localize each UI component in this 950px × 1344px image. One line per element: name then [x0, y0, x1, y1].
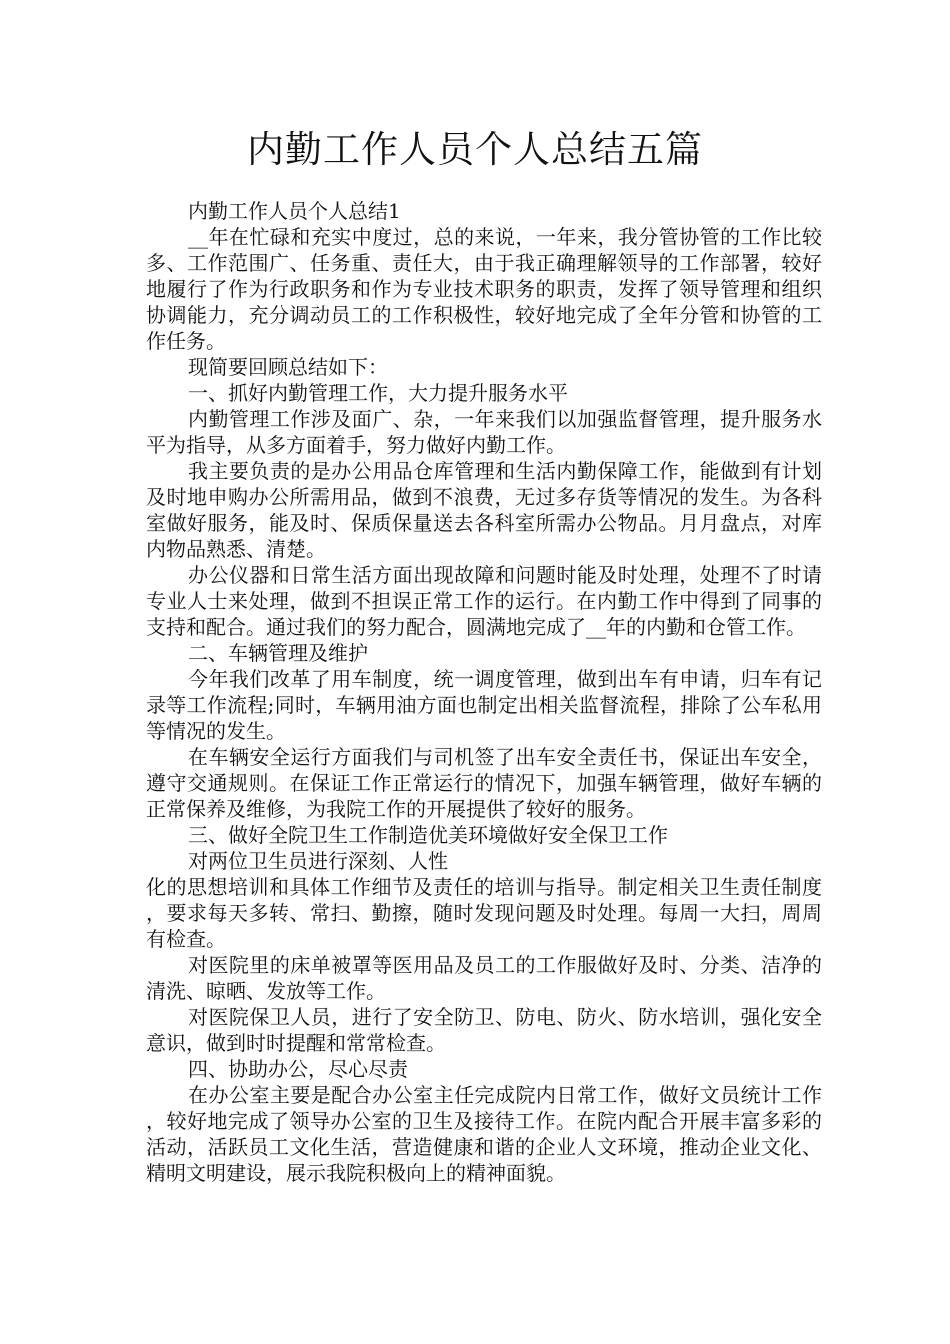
paragraph: 在办公室主要是配合办公室主任完成院内日常工作，做好文员统计工作，较好地完成了领导办公室的卫生及接待工作。在院内配合开展丰富多彩的活动，活跃员工文化生活，营造健康和谐的企业人文环境，推动企业文化、精明文明建设，展示我院积极向上的精神面貌。	[146, 1083, 822, 1185]
paragraph: 我主要负责的是办公用品仓库管理和生活内勤保障工作，能做到有计划及时地申购办公所需用品，做到不浪费，无过多存货等情况的发生。为各科室做好服务，能及时、保质保量送去各科室所需办公物品。月月盘点，对库内物品熟悉、清楚。	[146, 459, 822, 561]
paragraph: 对两位卫生员进行深刻、人性	[188, 849, 448, 873]
paragraph: 对医院保卫人员，进行了安全防卫、防电、防火、防水培训，强化安全意识，做到时时提醒和常常检查。	[146, 1005, 822, 1055]
paragraph: 在车辆安全运行方面我们与司机签了出车安全责任书，保证出车安全，遵守交通规则。在保证工作正常运行的情况下，加强车辆管理，做好车辆的正常保养及维修，为我院工作的开展提供了较好的服务。	[146, 745, 822, 821]
paragraph-continued: 化的思想培训和具体工作细节及责任的培训与指导。制定相关卫生责任制度，要求每天多转、常扫、勤擦，随时发现问题及时处理。每周一大扫，周周有检查。	[146, 875, 822, 951]
paragraph: 内勤管理工作涉及面广、杂，一年来我们以加强监督管理，提升服务水平为指导，从多方面着手，努力做好内勤工作。	[146, 407, 822, 457]
section-heading-1: 一、抓好内勤管理工作，大力提升服务水平	[188, 381, 568, 405]
paragraph: 办公仪器和日常生活方面出现故障和问题时能及时处理，处理不了时请专业人士来处理，做到不担误正常工作的运行。在内勤工作中得到了同事的支持和配合。通过我们的努力配合，圆满地完成了__年的内勤和仓管工作。	[146, 563, 822, 639]
paragraph: 对医院里的床单被罩等医用品及员工的工作服做好及时、分类、洁净的清洗、晾晒、发放等工作。	[146, 953, 822, 1003]
section-heading-2: 二、车辆管理及维护	[188, 641, 368, 665]
document-body	[146, 198, 822, 1186]
section-heading-4: 四、协助办公，尽心尽责	[188, 1057, 408, 1081]
section-heading-3: 三、做好全院卫生工作制造优美环境做好安全保卫工作	[188, 823, 668, 847]
document-title: 内勤工作人员个人总结五篇	[247, 128, 703, 171]
paragraph-intro: __年在忙碌和充实中度过，总的来说，一年来，我分管协管的工作比较多、工作范围广、任务重、责任大，由于我正确理解领导的工作部署，较好地履行了作为行政职务和作为专业技术职务的职责，发挥了领导管理和组织协调能力，充分调动员工的工作积极性，较好地完成了全年分管和协管的工作任务。	[146, 225, 822, 353]
paragraph-review-lead: 现简要回顾总结如下：	[188, 355, 388, 379]
paragraph: 今年我们改革了用车制度，统一调度管理，做到出车有申请，归车有记录等工作流程;同时，车辆用油方面也制定出相关监督流程，排除了公车私用等情况的发生。	[146, 667, 822, 743]
section-heading-summary-1: 内勤工作人员个人总结1	[188, 199, 401, 223]
